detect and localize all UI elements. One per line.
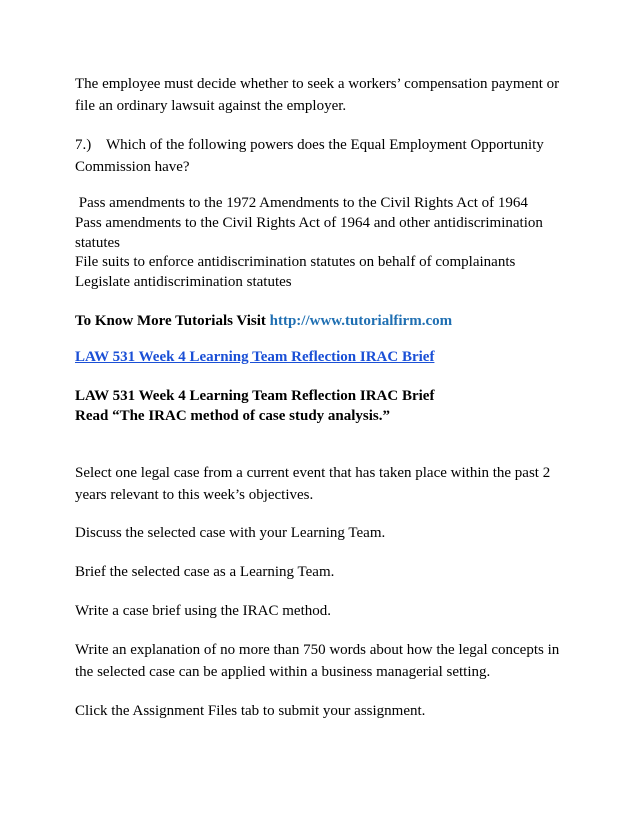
paragraph-employee-line1: The employee must decide whether to seek a workers’ compensation payment or — [75, 76, 560, 92]
option-1: Pass amendments to the 1972 Amendments to the Civil Rights Act of 1964 — [75, 195, 528, 211]
option-2-line1: Pass amendments to the Civil Rights Act of 1964 and other antidiscrimination — [75, 215, 543, 231]
promo-line — [75, 310, 575, 332]
heading-line1: LAW 531 Week 4 Learning Team Reflection IRAC Brief — [75, 388, 435, 404]
title-link-line — [75, 346, 575, 368]
promo-prefix: To Know More Tutorials Visit — [75, 313, 270, 329]
instruction-explanation-line1: Write an explanation of no more than 750 words about how the legal concepts in — [75, 642, 560, 658]
option-2-line2: statutes — [75, 235, 120, 251]
instruction-select-line1: Select one legal case from a current event that has taken place within the past 2 — [75, 465, 551, 481]
instruction-discuss: Discuss the selected case with your Learning Team. — [75, 525, 386, 541]
instruction-explanation-line2: the selected case can be applied within a business managerial setting. — [75, 664, 491, 680]
instruction-select-line2: years relevant to this week’s objectives. — [75, 487, 314, 503]
option-3: File suits to enforce antidiscrimination statutes on behalf of complainants — [75, 254, 516, 270]
question-7-line2: Commission have? — [75, 159, 190, 175]
instruction-write-brief: Write a case brief using the IRAC method. — [75, 603, 331, 619]
question-7-line1: 7.) Which of the following powers does the Equal Employment Opportunity — [75, 137, 544, 153]
option-4: Legislate antidiscrimination statutes — [75, 274, 292, 290]
paragraph-employee-line2: file an ordinary lawsuit against the employer. — [75, 98, 347, 114]
instruction-submit: Click the Assignment Files tab to submit your assignment. — [75, 703, 426, 719]
promo-url-link[interactable]: http://www.tutorialfirm.com — [269, 313, 453, 329]
heading-line2: Read “The IRAC method of case study analysis.” — [75, 408, 391, 424]
law-531-title-link[interactable]: LAW 531 Week 4 Learning Team Reflection IRAC Brief — [75, 349, 435, 365]
instruction-brief: Brief the selected case as a Learning Team. — [75, 564, 335, 580]
